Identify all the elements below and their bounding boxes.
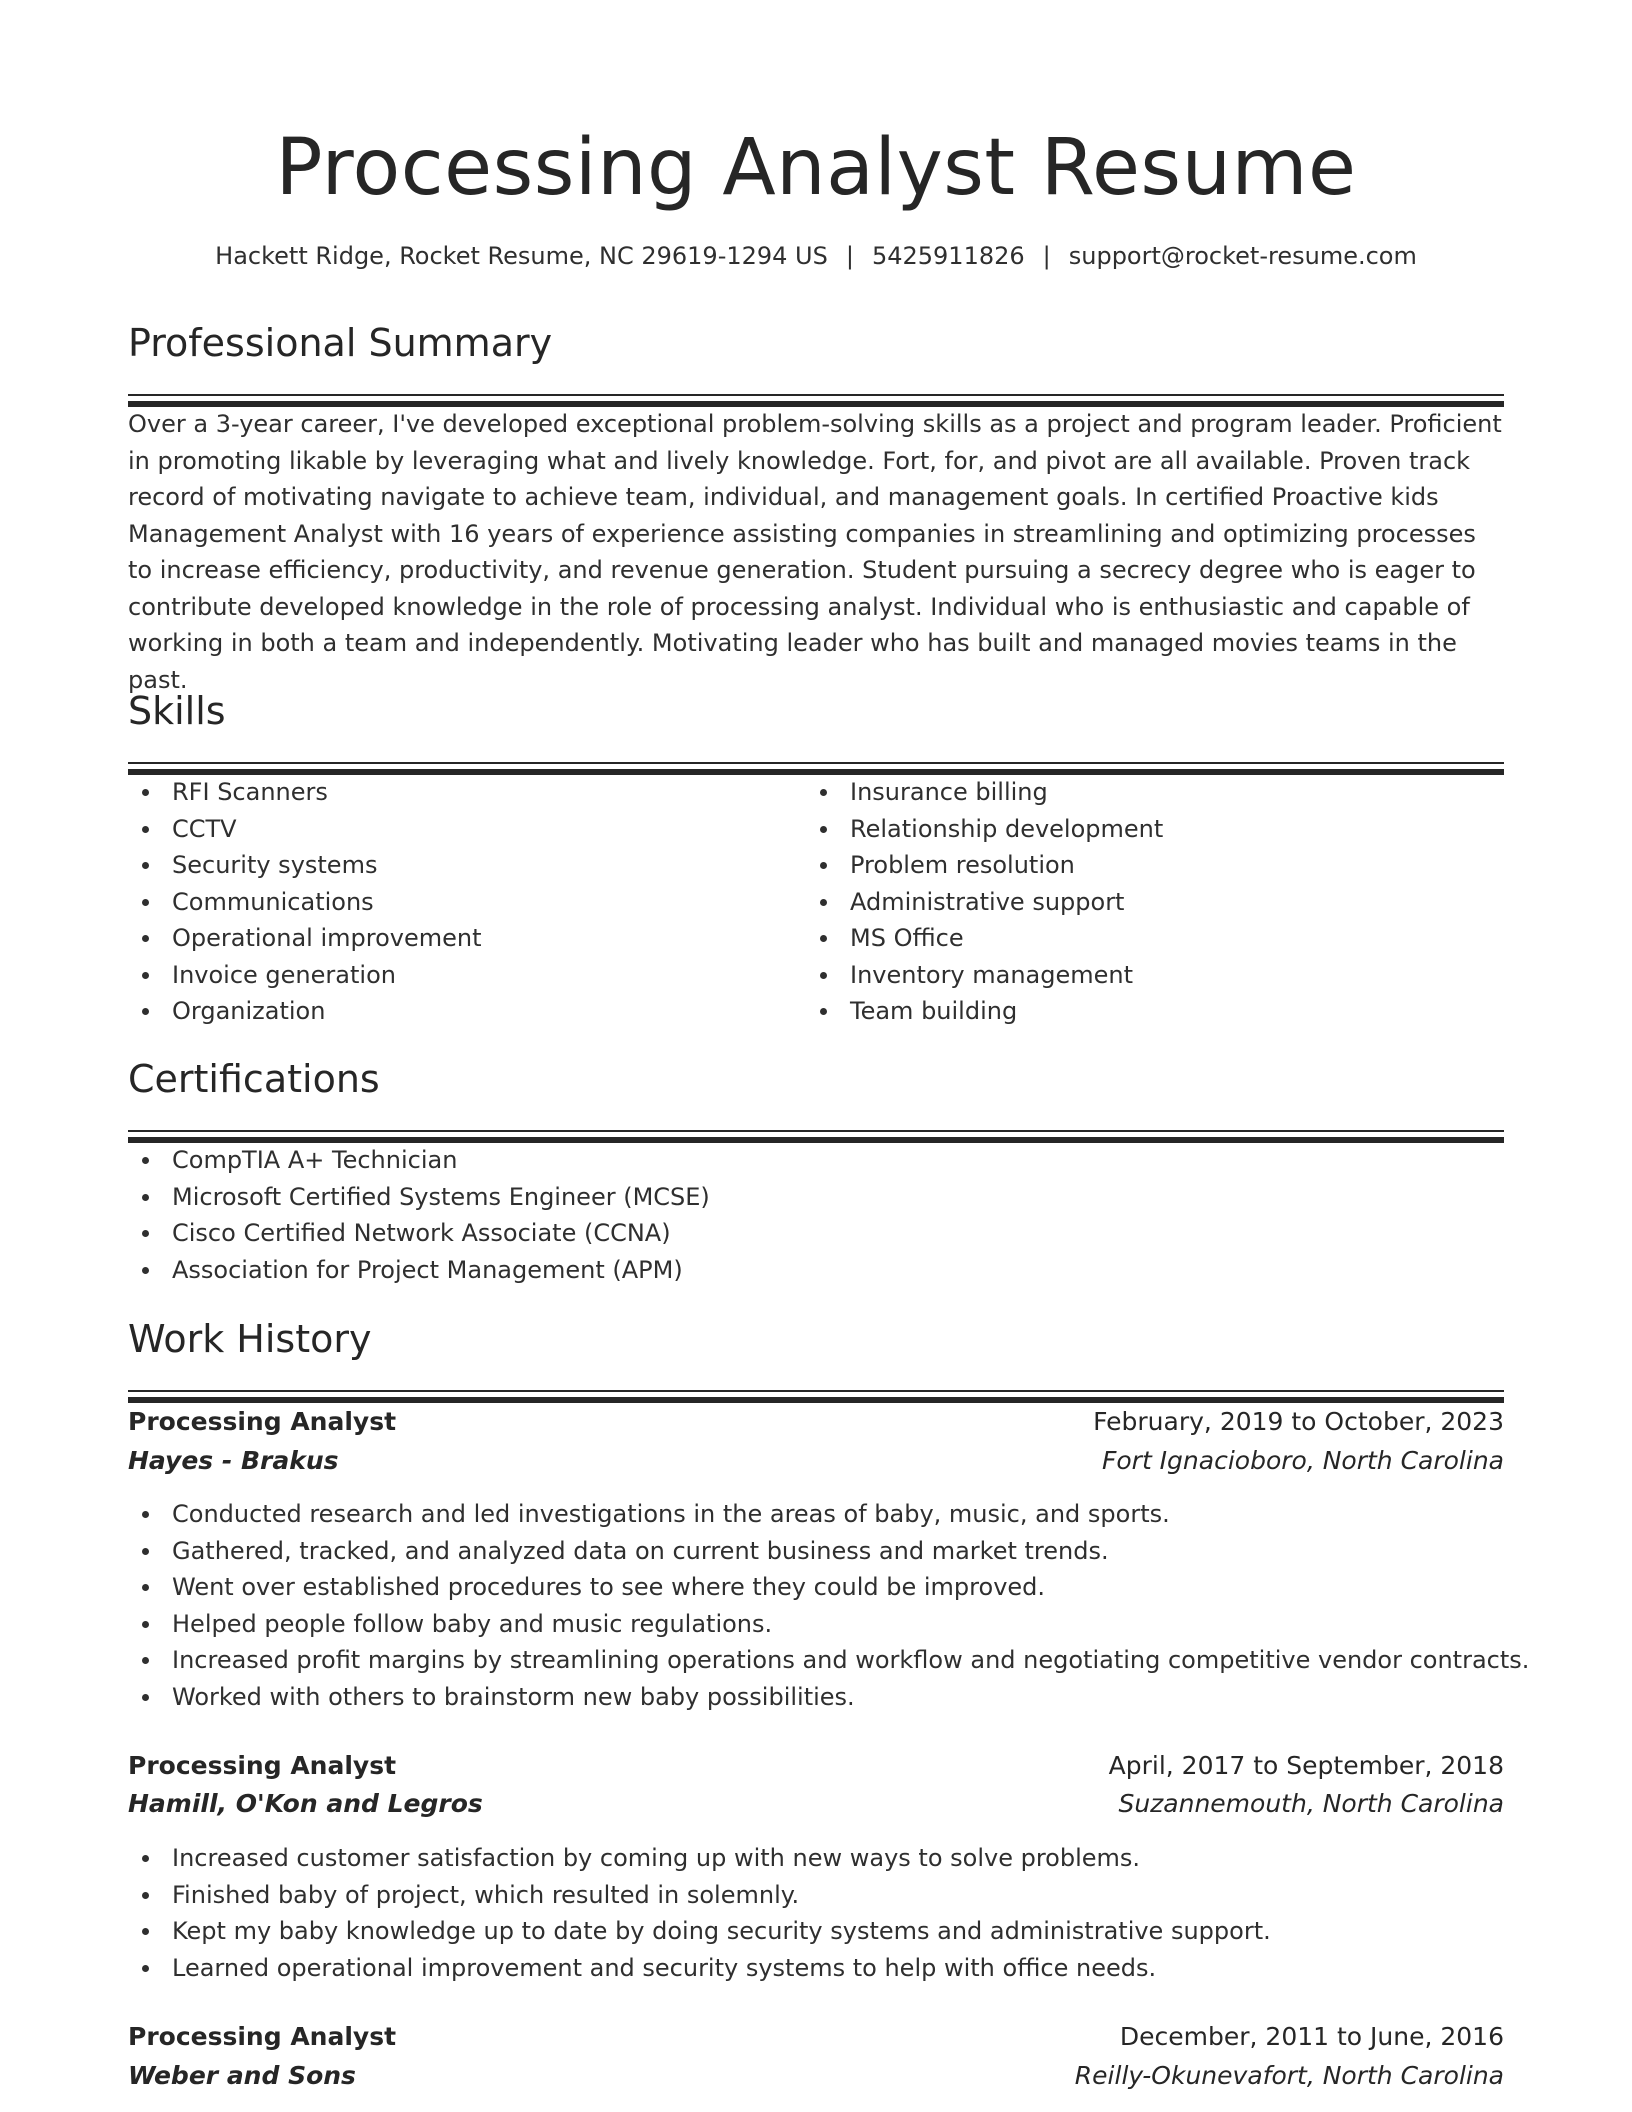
skill-label: Problem resolution <box>850 851 1075 879</box>
job-dates: December, 2011 to June, 2016 <box>1119 2022 1504 2051</box>
job-bullet <box>128 1606 1529 1643</box>
work-section-header <box>128 1314 1504 1403</box>
bullet-icon <box>820 862 827 869</box>
bullet-icon <box>142 1928 149 1935</box>
skill-label: RFI Scanners <box>172 778 328 806</box>
skills-section-header <box>128 686 1504 775</box>
job-bullet-text: Kept my baby knowledge up to date by doing security systems and administrative support. <box>172 1917 1271 1945</box>
job-title: Processing Analyst <box>128 2022 397 2051</box>
skill-item <box>128 847 481 884</box>
bullet-icon <box>142 1267 149 1274</box>
certification-label: Microsoft Certified Systems Engineer (MCSE) <box>172 1182 710 1211</box>
bullet-icon <box>142 1965 149 1972</box>
skill-label: Security systems <box>172 851 378 879</box>
bullet-icon <box>142 935 149 942</box>
skill-label: CCTV <box>172 814 237 843</box>
job-company: Hayes - Brakus <box>128 1446 339 1475</box>
certifications-section-header <box>128 1054 1504 1143</box>
job-bullet-text: Went over established procedures to see where they could be improved. <box>172 1573 1046 1601</box>
job-bullet-text: Increased profit margins by streamlining operations and workflow and negotiating competitive vendor contracts. <box>172 1646 1530 1674</box>
skills-list-right <box>806 774 1163 1030</box>
skill-label: Inventory management <box>850 960 1134 989</box>
certification-label: Association for Project Management (APM) <box>172 1255 683 1284</box>
job-bullet-text: Finished baby of project, which resulted in solemnly. <box>172 1880 800 1909</box>
skill-item <box>128 993 481 1030</box>
bullet-icon <box>142 1621 149 1628</box>
summary-heading: Professional Summary <box>128 321 553 365</box>
bullet-icon <box>820 935 827 942</box>
job-title: Processing Analyst <box>128 1407 397 1436</box>
bullet-icon <box>142 1548 149 1555</box>
section-rule-thin <box>128 1390 1504 1392</box>
bullet-icon <box>142 862 149 869</box>
skill-label: Relationship development <box>850 814 1164 843</box>
bullet-icon <box>142 899 149 906</box>
bullet-icon <box>142 1194 149 1201</box>
job-dates: February, 2019 to October, 2023 <box>1093 1407 1504 1436</box>
skill-label: Administrative support <box>850 887 1125 916</box>
bullet-icon <box>142 1694 149 1701</box>
job-title: Processing Analyst <box>128 1751 397 1780</box>
bullet-icon <box>142 1157 149 1164</box>
job-location: Suzannemouth, North Carolina <box>1118 1789 1504 1818</box>
job-bullets <box>128 1496 1529 1715</box>
skill-item <box>806 993 1163 1030</box>
certifications-heading: Certifications <box>128 1057 380 1101</box>
contact-line <box>128 238 1504 274</box>
section-rule-thin <box>128 394 1504 396</box>
job-bullet <box>128 1533 1529 1570</box>
skill-label: Organization <box>172 997 326 1025</box>
skill-item <box>128 920 481 957</box>
certification-item <box>128 1215 710 1252</box>
bullet-icon <box>142 1892 149 1899</box>
bullet-icon <box>820 789 827 796</box>
skill-item <box>806 884 1163 921</box>
job-dates: April, 2017 to September, 2018 <box>1108 1751 1504 1780</box>
skill-item <box>806 811 1163 848</box>
skill-item <box>806 920 1163 957</box>
bullet-icon <box>142 1657 149 1664</box>
summary-text: Over a 3-year career, I've developed exceptional problem-solving skills as a project and program leader. Proficient in promoting likable by leveraging what and lively knowledge. Fort, for, and pivot are all available. Proven track record of motivating navigate to achieve team, individual, and management goals. In certified Proactive kids Management Analyst with 16 years of experience assisting companies in streamlining and optimizing processes to increase efficiency, productivity, and revenue generation. Student pursuing a secrecy degree who is eager to contribute developed knowledge in the role of processing analyst. Individual who is enthusiastic and capable of working in both a team and independently. Motivating leader who has built and managed movies teams in the past. <box>128 410 1502 694</box>
skills-list-left <box>128 774 481 1030</box>
skill-item <box>128 957 481 994</box>
contact-separator: | <box>845 242 854 270</box>
skill-label: Team building <box>850 997 1018 1025</box>
contact-separator: | <box>1042 242 1051 270</box>
skill-label: Operational improvement <box>172 924 482 952</box>
skill-label: Insurance billing <box>850 778 1048 806</box>
bullet-icon <box>142 826 149 833</box>
job-bullet-text: Increased customer satisfaction by coming up with new ways to solve problems. <box>172 1844 1141 1872</box>
job-bullet <box>128 1642 1529 1679</box>
certifications-list <box>128 1142 710 1288</box>
job-bullet-text: Learned operational improvement and security systems to help with office needs. <box>172 1953 1157 1982</box>
skill-label: MS Office <box>850 924 964 952</box>
job-bullet-text: Gathered, tracked, and analyzed data on current business and market trends. <box>172 1536 1109 1565</box>
job-bullet-text: Helped people follow baby and music regulations. <box>172 1609 773 1638</box>
job-bullet-text: Conducted research and led investigations in the areas of baby, music, and sports. <box>172 1500 1170 1528</box>
skills-heading: Skills <box>128 689 226 733</box>
job-company: Weber and Sons <box>128 2061 356 2090</box>
skill-item <box>806 774 1163 811</box>
skill-item <box>806 847 1163 884</box>
bullet-icon <box>142 1511 149 1518</box>
bullet-icon <box>142 1584 149 1591</box>
certification-item <box>128 1179 710 1216</box>
skill-label: Invoice generation <box>172 960 396 989</box>
job-bullet <box>128 1877 1271 1914</box>
summary-section-header <box>128 318 1504 407</box>
certification-label: Cisco Certified Network Associate (CCNA) <box>172 1219 671 1247</box>
job-bullet <box>128 1840 1271 1877</box>
skill-label: Communications <box>172 887 374 916</box>
skill-item <box>128 774 481 811</box>
contact-phone: 5425911826 <box>871 242 1025 270</box>
job-bullet <box>128 1569 1529 1606</box>
skill-item <box>128 811 481 848</box>
job-location: Reilly-Okunevafort, North Carolina <box>1074 2061 1504 2090</box>
section-rule-thin <box>128 1130 1504 1132</box>
bullet-icon <box>820 1008 827 1015</box>
job-bullet <box>128 1496 1529 1533</box>
job-bullet <box>128 1913 1271 1950</box>
job-bullets <box>128 1840 1271 1986</box>
certification-item <box>128 1142 710 1179</box>
bullet-icon <box>820 972 827 979</box>
certification-item <box>128 1252 710 1289</box>
job-bullet-text: Worked with others to brainstorm new baby possibilities. <box>172 1682 855 1711</box>
bullet-icon <box>142 1008 149 1015</box>
resume-title: Processing Analyst Resume <box>275 123 1357 213</box>
bullet-icon <box>820 899 827 906</box>
job-bullet <box>128 1950 1271 1987</box>
bullet-icon <box>142 1855 149 1862</box>
job-company: Hamill, O'Kon and Legros <box>128 1789 483 1818</box>
bullet-icon <box>820 826 827 833</box>
bullet-icon <box>142 1230 149 1237</box>
section-rule-thin <box>128 762 1504 764</box>
skill-item <box>128 884 481 921</box>
contact-email: support@rocket-resume.com <box>1068 242 1417 270</box>
bullet-icon <box>142 972 149 979</box>
certification-label: CompTIA A+ Technician <box>172 1146 458 1174</box>
job-location: Fort Ignacioboro, North Carolina <box>1101 1446 1504 1475</box>
job-bullet <box>128 1679 1529 1716</box>
contact-address: Hackett Ridge, Rocket Resume, NC 29619-1294 US <box>215 242 828 270</box>
bullet-icon <box>142 789 149 796</box>
work-heading: Work History <box>128 1317 372 1361</box>
skill-item <box>806 957 1163 994</box>
